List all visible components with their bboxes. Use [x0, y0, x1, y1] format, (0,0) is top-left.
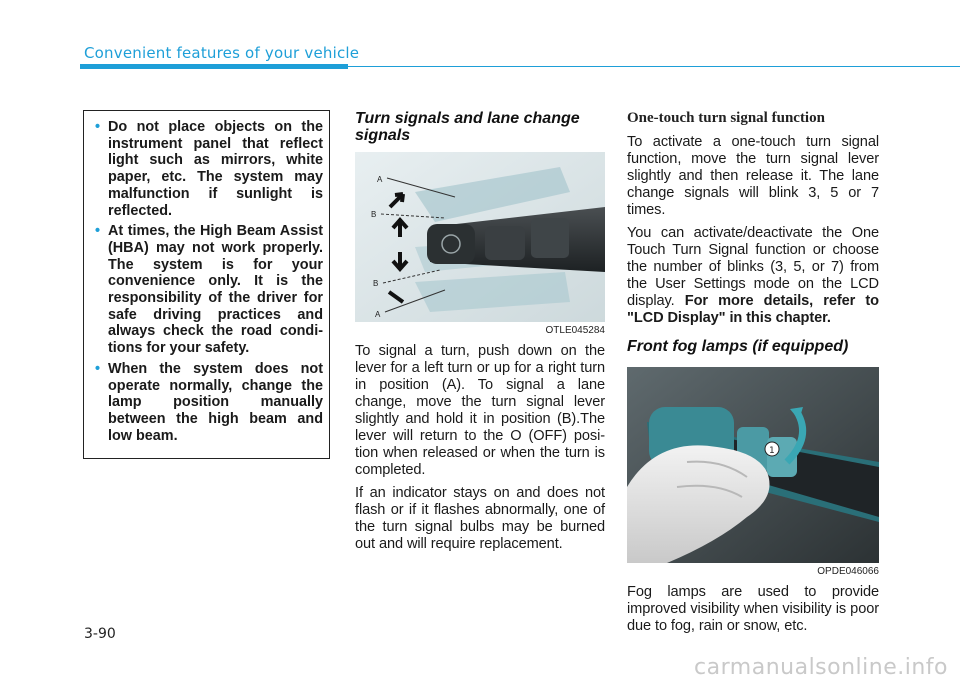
fog-lamps-title: Front fog lamps (if equipped) [627, 338, 849, 355]
turn-signal-lever-figure [355, 152, 605, 322]
header-rule [80, 64, 960, 69]
fog-lamp-switch-figure [627, 367, 879, 563]
turn-signals-title: Turn signals and lane change signals [355, 110, 580, 144]
fog-lamps-section [627, 338, 879, 641]
figure-label-b-top: B [371, 210, 377, 219]
figure-code: OPDE046066 [817, 566, 879, 577]
turn-signals-paragraph: To signal a turn, push down on the lever for a left turn or up for a right turn in position (A). To signal a lane change, move the turn signal lever slightly and hold it in position (B).The lever will return to the O (OFF) posi-tion when released or when the turn is completed. [355, 343, 605, 478]
page-number: 3-90 [84, 626, 116, 642]
figure-code: OTLE045284 [545, 325, 605, 336]
turn-signals-section [355, 110, 605, 559]
warning-box [83, 110, 330, 459]
turn-signals-paragraph: If an indicator stays on and does not flash or if it flashes abnormally, one of the turn signal bulbs may be burned out and will require replacement. [355, 485, 605, 552]
figure-label-a-bottom: A [375, 310, 381, 319]
one-touch-paragraph: To activate a one-touch turn signal function, move the turn signal lever slightly and then release it. The lane change signals will blink 3, 5 or 7 times. [627, 134, 879, 218]
one-touch-paragraph-text: You can activate/deactivate the One Touch Turn Signal function or choose the number of blinks (3, 5, or 7) from the User Settings mode on the LCD display. [627, 225, 879, 309]
warning-item: • Do not place objects on the instrument panel that reflect light such as mirrors, white paper, etc. The system may malfunction if sunlight is reflected. [96, 119, 323, 219]
watermark: carmanualsonline.info [694, 655, 948, 680]
warning-item: • When the system does not operate normally, change the lamp position manually between the high beam and low beam. [96, 361, 323, 445]
one-touch-paragraph [627, 225, 879, 327]
one-touch-section [627, 110, 879, 333]
warning-item: • At times, the High Beam Assist (HBA) may not work properly. The system is for your convenience only. It is the responsibility of the driver for safe driving practices and always check the road condi-tions for your safety. [96, 223, 323, 357]
figure-label-b-bottom: B [373, 279, 379, 288]
svg-text:1: 1 [769, 446, 775, 456]
one-touch-title: One-touch turn signal function [627, 110, 825, 126]
turn-signal-lever-illustration [355, 152, 605, 322]
figure-label-a-top: A [377, 175, 383, 184]
fog-lamp-switch-illustration [627, 367, 879, 563]
section-header-title: Convenient features of your vehicle [84, 44, 360, 62]
lcd-display-reference: For more details, refer to "LCD Display" in this chapter. [627, 293, 879, 326]
warning-list [96, 119, 323, 444]
fog-lamps-paragraph: Fog lamps are used to provide improved visibility when visibility is poor due to fog, rain or snow, etc. [627, 584, 879, 634]
